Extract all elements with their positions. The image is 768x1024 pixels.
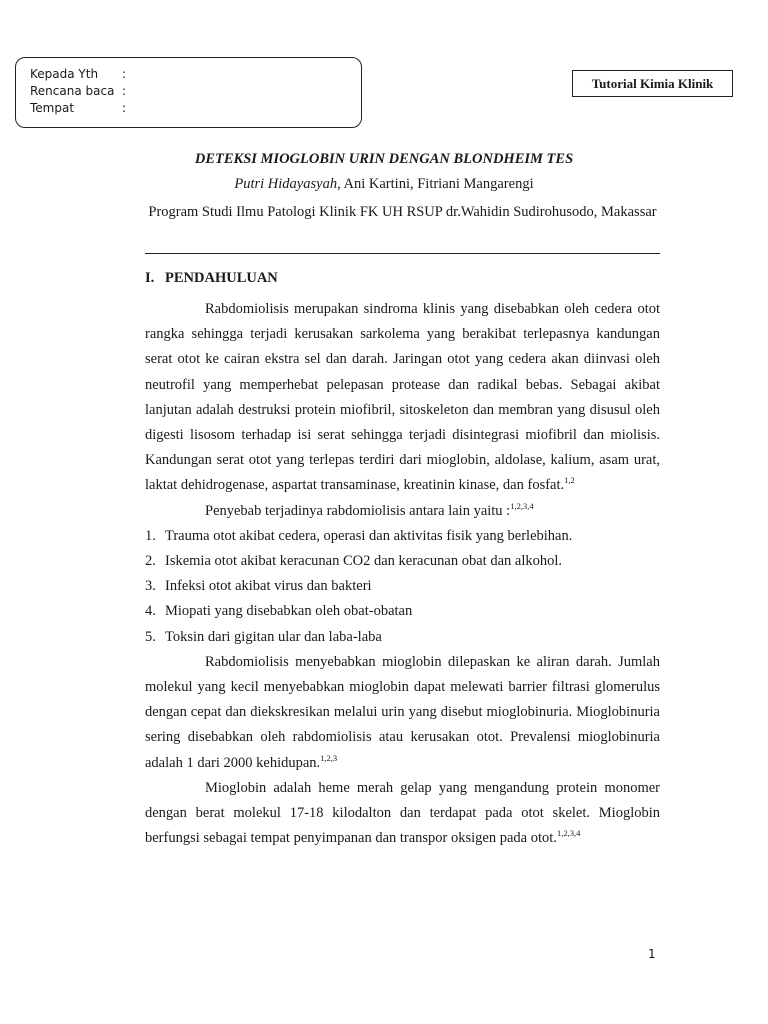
document-type-tag: Tutorial Kimia Klinik <box>572 70 733 97</box>
paragraph-4 <box>145 776 660 852</box>
primary-author: Putri Hidayasyah <box>234 176 338 192</box>
paragraph-text: Mioglobin adalah heme merah gelap yang mengandung protein monomer dengan berat molekul 17-18 kilodalton dan terdapat pada otot skelet. Mioglobin berfungsi sebagai tempat penyimpanan dan transpor oksigen pada otot. <box>145 779 660 847</box>
field-kepada-yth <box>30 66 361 83</box>
field-separator: : <box>122 84 127 98</box>
section-heading <box>145 270 278 287</box>
paragraph-3 <box>145 650 660 776</box>
list-text: Iskemia otot akibat keracunan CO2 dan keracunan obat dan alkohol. <box>165 553 563 570</box>
section-number: I. <box>145 270 155 286</box>
list-item <box>145 599 660 624</box>
paragraph-2 <box>145 499 660 524</box>
causes-list <box>145 524 660 650</box>
field-tempat <box>30 100 361 117</box>
list-item <box>145 574 660 599</box>
list-number: 3. <box>145 578 156 595</box>
field-rencana-baca <box>30 83 361 100</box>
citation: 1,2,3,4 <box>510 500 534 511</box>
paragraph-text: Penyebab terjadinya rabdomiolisis antara lain yaitu : <box>205 502 511 519</box>
field-label: Tempat <box>30 101 75 115</box>
citation: 1,2,3,4 <box>556 828 581 839</box>
paragraph-text: Rabdomiolisis merupakan sindroma klinis yang disebabkan oleh cedera otot rangka sehingga terjadi kerusakan sarkolema yang berakibat terlepasnya kandungan serat otot ke cairan ekstra sel dan darah. Jaringan otot yang cedera akan diinvasi oleh neutrofil yang memperhebat pelepasan protease dan radikal bebas. Sebagai akibat lanjutan adalah destruksi protein miofibril, sitoskeleton dan membran yang disusul oleh digesti lisosom terhadap isi serat sehingga terjadi disintegrasi miofibril dan miolisis. Kandungan serat otot yang terlepas terdiri dari mioglobin, aldolase, kalium, asam urat, laktat dehidrogenase, aspartat transaminase, kreatinin kinase, dan fosfat. <box>145 301 660 494</box>
field-separator: : <box>122 67 127 81</box>
list-item <box>145 625 660 650</box>
list-item <box>145 549 660 574</box>
list-text: Infeksi otot akibat virus dan bakteri <box>165 578 372 595</box>
affiliation: Program Studi Ilmu Patologi Klinik FK UH RSUP dr.Wahidin Sudirohusodo, Makassar <box>148 204 657 220</box>
author-line <box>0 176 768 193</box>
citation: 1,2,3 <box>320 752 338 763</box>
list-number: 5. <box>145 628 156 645</box>
recipient-info-box <box>15 57 362 128</box>
page-number: 1 <box>648 947 656 961</box>
list-text: Trauma otot akibat cedera, operasi dan aktivitas fisik yang berlebihan. <box>165 527 573 544</box>
list-item <box>145 524 660 549</box>
citation: 1,2 <box>564 475 575 486</box>
field-label: Kepada Yth <box>30 67 99 81</box>
paragraph-text: Rabdomiolisis menyebabkan mioglobin dilepaskan ke aliran darah. Jumlah molekul yang kecil menyebabkan mioglobin dapat melewati barrier filtrasi glomerulus dengan cepat dan diekskresikan melalui urin yang disebut mioglobinuria. Mioglobinuria sering disebabkan oleh rabdomiolisis atau kerusakan otot. Prevalensi mioglobinuria adalah 1 dari 2000 kehidupan. <box>145 653 660 771</box>
list-text: Toksin dari gigitan ular dan laba-laba <box>165 628 382 645</box>
body-text <box>145 297 660 851</box>
list-number: 1. <box>145 527 156 544</box>
list-text: Miopati yang disebabkan oleh obat-obatan <box>165 603 413 620</box>
field-label: Rencana baca <box>30 84 115 98</box>
field-separator: : <box>122 101 127 115</box>
list-number: 2. <box>145 553 156 570</box>
paper-title: DETEKSI MIOGLOBIN URIN DENGAN BLONDHEIM TES <box>194 151 574 167</box>
header-divider <box>145 253 660 254</box>
section-title: PENDAHULUAN <box>165 270 278 286</box>
list-number: 4. <box>145 603 156 620</box>
paragraph-1 <box>145 297 660 499</box>
co-authors: , Ani Kartini, Fitriani Mangarengi <box>337 176 534 192</box>
